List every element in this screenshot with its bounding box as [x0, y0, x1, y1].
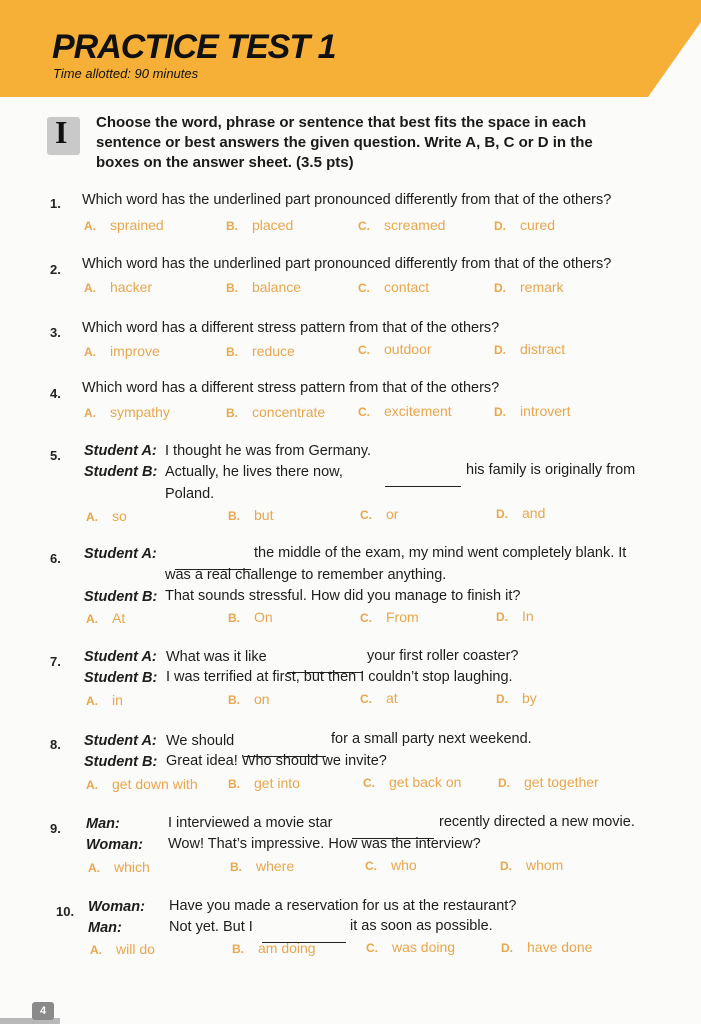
- option-letter: C.: [360, 508, 372, 522]
- dialogue-line: recently directed a new movie.: [439, 814, 635, 830]
- option-letter: B.: [228, 509, 240, 523]
- option-d[interactable]: [494, 403, 571, 419]
- option-b[interactable]: [228, 775, 300, 791]
- option-text: and: [522, 505, 546, 521]
- option-letter: D.: [494, 219, 506, 233]
- option-letter: A.: [84, 219, 96, 233]
- option-text: cured: [520, 217, 556, 233]
- option-letter: C.: [360, 611, 372, 625]
- speaker-label: Student A:: [84, 649, 157, 665]
- option-text: concentrate: [252, 404, 326, 420]
- option-letter: C.: [363, 776, 375, 790]
- dialogue-line: it as soon as possible.: [350, 918, 493, 934]
- option-text: get down with: [112, 776, 198, 792]
- dialogue-line: I thought he was from Germany.: [165, 443, 372, 459]
- option-c[interactable]: [358, 279, 429, 295]
- option-text: but: [254, 507, 274, 523]
- question-number: 8.: [50, 737, 61, 752]
- option-text: excitement: [384, 403, 452, 419]
- option-text: so: [112, 508, 127, 524]
- speaker-label: Student B:: [84, 754, 158, 770]
- question-stem: Which word has a different stress pattern from that of the others?: [82, 320, 500, 336]
- speaker-label: Student A:: [84, 733, 157, 749]
- option-letter: A.: [88, 861, 100, 875]
- option-letter: B.: [226, 281, 238, 295]
- dialogue-line: What was it like: [166, 649, 267, 665]
- dialogue-line: for a small party next weekend.: [331, 731, 532, 747]
- option-text: From: [386, 609, 419, 625]
- option-d[interactable]: [496, 690, 537, 706]
- speaker-label: Man:: [88, 920, 122, 936]
- option-b[interactable]: [228, 691, 270, 707]
- option-letter: B.: [230, 860, 242, 874]
- option-letter: A.: [84, 406, 96, 420]
- speaker-label: Man:: [86, 816, 120, 832]
- option-text: remark: [520, 279, 564, 295]
- option-a[interactable]: [86, 692, 123, 708]
- dialogue-line: Wow! That’s impressive. How was the interview?: [168, 836, 481, 852]
- instructions-line: Choose the word, phrase or sentence that best fits the space in each: [96, 114, 587, 131]
- option-b[interactable]: [226, 343, 295, 359]
- question-stem: Which word has the underlined part pronounced differently from that of the others?: [82, 256, 612, 272]
- option-text: outdoor: [384, 341, 432, 357]
- option-letter: B.: [228, 611, 240, 625]
- option-text: screamed: [384, 217, 446, 233]
- option-a[interactable]: [88, 859, 150, 875]
- question-stem: Which word has a different stress pattern from that of the others?: [82, 380, 500, 396]
- option-c[interactable]: [363, 774, 461, 790]
- option-letter: A.: [86, 778, 98, 792]
- option-letter: A.: [90, 943, 102, 957]
- option-letter: D.: [500, 859, 512, 873]
- speaker-label: Student B:: [84, 464, 158, 480]
- instructions-line: sentence or best answers the given question. Write A, B, C or D in the: [96, 134, 593, 151]
- option-text: improve: [110, 343, 160, 359]
- question-number: 7.: [50, 654, 61, 669]
- option-text: was doing: [392, 939, 456, 955]
- speaker-label: Woman:: [86, 837, 143, 853]
- option-letter: D.: [496, 692, 508, 706]
- option-c[interactable]: [360, 506, 398, 522]
- header-band: [0, 0, 701, 97]
- option-d[interactable]: [494, 217, 555, 233]
- option-letter: A.: [86, 612, 98, 626]
- option-letter: A.: [84, 345, 96, 359]
- dialogue-line: Actually, he lives there now,: [165, 464, 343, 480]
- option-text: at: [386, 690, 398, 706]
- option-c[interactable]: [360, 690, 398, 706]
- dialogue-line: Poland.: [165, 486, 215, 502]
- option-letter: C.: [365, 859, 377, 873]
- dialogue-line: I interviewed a movie star: [168, 815, 333, 831]
- option-b[interactable]: [226, 279, 301, 295]
- option-text: sprained: [110, 217, 164, 233]
- dialogue-line: That sounds stressful. How did you manage to finish it?: [165, 588, 521, 604]
- option-a[interactable]: [86, 508, 127, 524]
- page-title: PRACTICE TEST 1: [52, 28, 336, 66]
- option-c[interactable]: [365, 857, 417, 873]
- option-text: In: [522, 608, 534, 624]
- option-b[interactable]: [226, 217, 293, 233]
- option-text: get back on: [389, 774, 462, 790]
- dialogue-line: I was terrified at first, but then I couldn’t stop laughing.: [166, 669, 513, 685]
- option-d[interactable]: [500, 857, 563, 873]
- option-a[interactable]: [90, 941, 155, 957]
- option-c[interactable]: [358, 403, 452, 419]
- dialogue-line: Not yet. But I: [169, 919, 253, 935]
- dialogue-line: Great idea! Who should we invite?: [166, 753, 387, 769]
- dialogue-line: Have you made a reservation for us at the restaurant?: [169, 898, 517, 914]
- speaker-label: Student B:: [84, 589, 158, 605]
- option-letter: C.: [358, 405, 370, 419]
- option-b[interactable]: [232, 940, 316, 956]
- option-text: who: [391, 857, 417, 873]
- speaker-label: Student B:: [84, 670, 158, 686]
- option-text: contact: [384, 279, 430, 295]
- option-b[interactable]: [228, 507, 273, 523]
- instructions-line: boxes on the answer sheet. (3.5 pts): [96, 154, 354, 171]
- speaker-label: Student A:: [84, 546, 157, 562]
- option-letter: B.: [226, 345, 238, 359]
- option-letter: D.: [494, 343, 506, 357]
- option-d[interactable]: [494, 279, 564, 295]
- option-text: which: [114, 859, 150, 875]
- option-d[interactable]: [496, 608, 534, 624]
- option-text: will do: [116, 941, 155, 957]
- option-text: balance: [252, 279, 302, 295]
- option-letter: B.: [226, 406, 238, 420]
- option-text: am doing: [258, 940, 316, 956]
- option-text: get together: [524, 774, 599, 790]
- page-number: 4: [32, 1002, 54, 1020]
- option-c[interactable]: [360, 609, 419, 625]
- question-number: 9.: [50, 821, 61, 836]
- question-number: 2.: [50, 262, 61, 277]
- option-text: on: [254, 691, 270, 707]
- option-b[interactable]: [228, 609, 273, 625]
- option-text: whom: [526, 857, 564, 873]
- option-text: in: [112, 692, 123, 708]
- option-text: by: [522, 690, 537, 706]
- speaker-label: Student A:: [84, 443, 157, 459]
- dialogue-line: his family is originally from: [466, 462, 636, 478]
- section-instructions: [96, 113, 668, 173]
- option-letter: A.: [84, 281, 96, 295]
- option-letter: D.: [496, 507, 508, 521]
- option-letter: D.: [501, 941, 513, 955]
- option-d[interactable]: [498, 774, 599, 790]
- option-text: At: [112, 610, 126, 626]
- option-letter: B.: [228, 777, 240, 791]
- option-d[interactable]: [494, 341, 565, 357]
- option-text: hacker: [110, 279, 153, 295]
- answer-blank: [385, 474, 461, 487]
- speaker-label: Woman:: [88, 899, 145, 915]
- option-letter: B.: [228, 693, 240, 707]
- option-c[interactable]: [358, 217, 445, 233]
- option-text: placed: [252, 217, 294, 233]
- option-text: where: [256, 858, 295, 874]
- option-b[interactable]: [230, 858, 294, 874]
- option-text: have done: [527, 939, 593, 955]
- option-b[interactable]: [226, 404, 325, 420]
- option-letter: B.: [226, 219, 238, 233]
- question-number: 1.: [50, 196, 61, 211]
- question-number: 10.: [56, 904, 75, 919]
- option-text: get into: [254, 775, 300, 791]
- option-letter: A.: [86, 510, 98, 524]
- option-c[interactable]: [366, 939, 455, 955]
- dialogue-line: We should: [166, 733, 235, 749]
- option-text: On: [254, 609, 273, 625]
- option-d[interactable]: [501, 939, 592, 955]
- option-text: introvert: [520, 403, 571, 419]
- option-a[interactable]: [86, 610, 125, 626]
- option-a[interactable]: [84, 217, 164, 233]
- option-letter: D.: [494, 281, 506, 295]
- section-number: I: [55, 114, 68, 150]
- option-a[interactable]: [84, 404, 170, 420]
- option-text: sympathy: [110, 404, 170, 420]
- dialogue-line: your first roller coaster?: [367, 648, 519, 664]
- option-letter: C.: [358, 281, 370, 295]
- option-letter: D.: [496, 610, 508, 624]
- time-allotted: Time allotted: 90 minutes: [53, 66, 199, 81]
- option-letter: C.: [358, 219, 370, 233]
- option-letter: D.: [498, 776, 510, 790]
- option-a[interactable]: [84, 279, 152, 295]
- option-letter: A.: [86, 694, 98, 708]
- question-number: 4.: [50, 386, 61, 401]
- question-number: 6.: [50, 551, 61, 566]
- option-text: or: [386, 506, 399, 522]
- option-text: reduce: [252, 343, 295, 359]
- question-stem: Which word has the underlined part pronounced differently from that of the others?: [82, 192, 612, 208]
- option-a[interactable]: [86, 776, 198, 792]
- option-letter: C.: [366, 941, 378, 955]
- dialogue-line: was a real challenge to remember anything.: [165, 567, 447, 583]
- option-letter: B.: [232, 942, 244, 956]
- option-text: distract: [520, 341, 566, 357]
- option-letter: C.: [360, 692, 372, 706]
- option-d[interactable]: [496, 505, 545, 521]
- dialogue-line: the middle of the exam, my mind went completely blank. It: [254, 545, 627, 561]
- option-letter: D.: [494, 405, 506, 419]
- option-c[interactable]: [358, 341, 431, 357]
- option-a[interactable]: [84, 343, 160, 359]
- question-number: 5.: [50, 448, 61, 463]
- option-letter: C.: [358, 343, 370, 357]
- question-number: 3.: [50, 325, 61, 340]
